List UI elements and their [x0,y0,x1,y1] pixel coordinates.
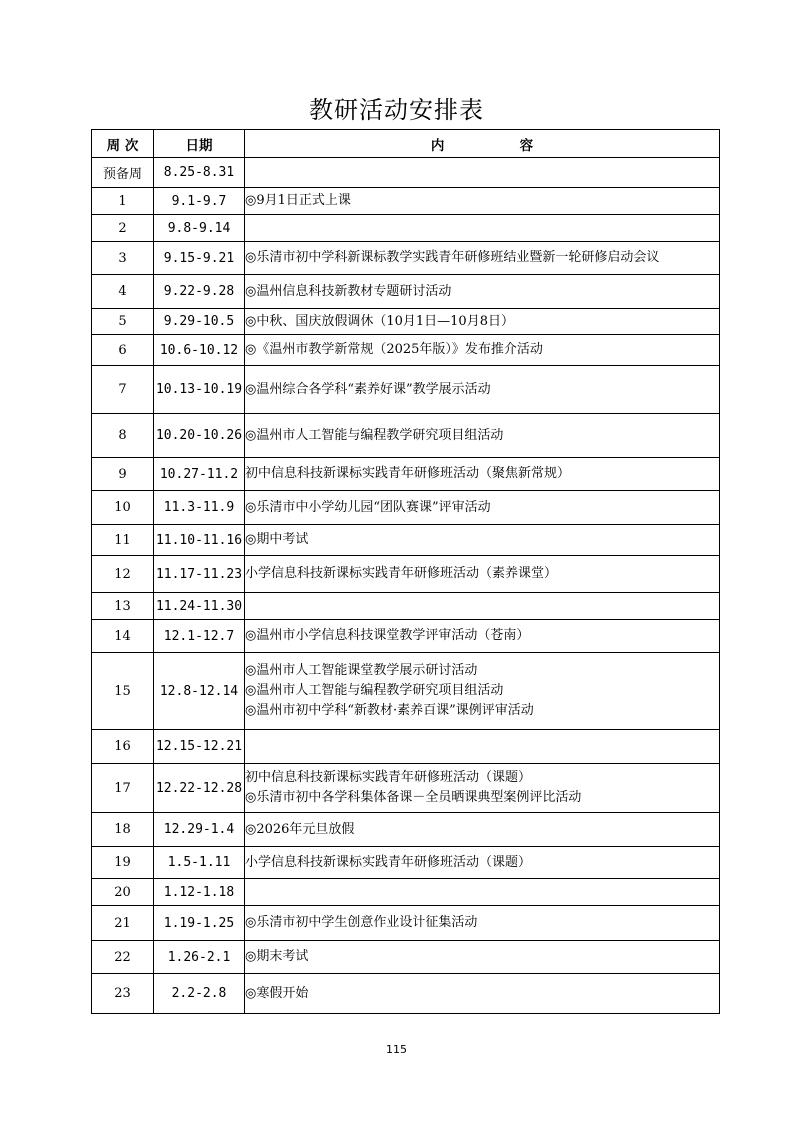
date-cell: 12.8-12.14 [154,653,245,730]
date-cell: 12.1-12.7 [154,620,245,653]
week-cell: 19 [92,847,154,879]
week-cell: 7 [92,366,154,414]
content-line: ◎期中考试 [245,532,309,547]
content-cell [245,525,720,556]
table-row [92,941,720,974]
week-cell: 9 [92,458,154,491]
week-cell: 16 [92,730,154,764]
content-cell [245,941,720,974]
content-line: 初中信息科技新课标实践青年研修班活动（聚焦新常规） [245,466,571,481]
date-cell: 11.24-11.30 [154,593,245,620]
content-line: ◎寒假开始 [245,985,309,1001]
date-cell: 10.20-10.26 [154,414,245,458]
table-row [92,813,720,847]
content-line: ◎乐清市初中学生创意作业设计征集活动 [245,915,478,930]
week-cell: 13 [92,593,154,620]
table-row [92,556,720,593]
content-line: ◎乐清市中小学幼儿园“团队赛课”评审活动 [245,499,491,515]
content-cell [245,813,720,847]
table-row [92,906,720,941]
date-cell: 10.27-11.2 [154,458,245,491]
date-cell: 9.22-9.28 [154,275,245,309]
date-cell: 1.12-1.18 [154,879,245,906]
week-cell: 5 [92,309,154,335]
week-cell: 预备周 [92,158,154,188]
content-cell [245,366,720,414]
content-line: ◎温州市小学信息科技课堂教学评审活动（苍南） [245,628,530,643]
week-cell: 20 [92,879,154,906]
week-cell: 10 [92,491,154,525]
content-line: ◎期末考试 [245,949,309,964]
date-cell: 9.29-10.5 [154,309,245,335]
content-line: ◎温州市人工智能课堂教学展示研讨活动 [245,663,478,678]
table-row [92,188,720,215]
content-cell [245,653,720,730]
content-cell [245,620,720,653]
table-row [92,215,720,242]
content-cell [245,906,720,941]
content-line: ◎9月1日正式上课 [245,193,351,208]
week-cell: 3 [92,242,154,275]
table-row [92,275,720,309]
week-cell: 6 [92,335,154,366]
date-cell: 12.15-12.21 [154,730,245,764]
table-row [92,525,720,556]
table-row [92,335,720,366]
content-line: ◎温州综合各学科“素养好课”教学展示活动 [245,381,491,397]
header-date: 日期 [154,130,245,158]
content-line: ◎乐清市初中学科新课标教学实践青年研修班结业暨新一轮研修启动会议 [245,250,660,265]
content-cell [245,309,720,335]
week-cell: 17 [92,764,154,813]
date-cell: 1.5-1.11 [154,847,245,879]
week-cell: 18 [92,813,154,847]
content-line: ◎《温州市教学新常规（2025年版）》发布推介活动 [245,342,543,357]
date-cell: 9.8-9.14 [154,215,245,242]
content-cell [245,847,720,879]
table-row [92,730,720,764]
content-line: ◎温州市人工智能与编程教学研究项目组活动 [245,683,504,698]
table-row [92,620,720,653]
week-cell: 8 [92,414,154,458]
week-cell: 23 [92,974,154,1014]
week-cell: 21 [92,906,154,941]
date-cell: 11.17-11.23 [154,556,245,593]
content-cell [245,730,720,764]
table-row [92,366,720,414]
table-row [92,414,720,458]
date-cell: 2.2-2.8 [154,974,245,1014]
week-cell: 15 [92,653,154,730]
week-cell: 4 [92,275,154,309]
content-cell [245,275,720,309]
content-line: ◎温州市初中学科“新教材·素养百课”课例评审活动 [245,703,534,718]
content-line: ◎乐清市初中各学科集体备课－全员晒课典型案例评比活动 [245,790,582,805]
table-header-row [92,130,720,158]
schedule-table [91,129,720,1014]
content-cell [245,491,720,525]
week-cell: 12 [92,556,154,593]
table-row [92,847,720,879]
table-row [92,242,720,275]
page-title: 教研活动安排表 [309,96,484,124]
content-cell [245,335,720,366]
content-cell [245,879,720,906]
header-content: 内 容 [245,130,720,158]
table-row [92,593,720,620]
date-cell: 10.13-10.19 [154,366,245,414]
content-cell [245,556,720,593]
header-week: 周 次 [92,130,154,158]
content-line: ◎温州信息科技新教材专题研讨活动 [245,283,452,299]
date-cell: 9.1-9.7 [154,188,245,215]
page-number: 115 [386,1043,407,1056]
week-cell: 1 [92,188,154,215]
week-cell: 14 [92,620,154,653]
content-cell [245,593,720,620]
date-cell: 9.15-9.21 [154,242,245,275]
date-cell: 8.25-8.31 [154,158,245,188]
content-cell [245,458,720,491]
content-line: 小学信息科技新课标实践青年研修班活动（素养课堂） [245,566,558,581]
table-row [92,491,720,525]
content-cell [245,215,720,242]
content-line: 初中信息科技新课标实践青年研修班活动（课题） [245,770,532,785]
date-cell: 12.22-12.28 [154,764,245,813]
content-line: 小学信息科技新课标实践青年研修班活动（课题） [245,854,532,870]
date-cell: 11.10-11.16 [154,525,245,556]
content-cell [245,974,720,1014]
week-cell: 11 [92,525,154,556]
week-cell: 2 [92,215,154,242]
table-row [92,974,720,1014]
content-line: ◎2026年元旦放假 [245,821,355,837]
week-cell: 22 [92,941,154,974]
date-cell: 12.29-1.4 [154,813,245,847]
content-cell [245,158,720,188]
content-cell [245,188,720,215]
content-line: ◎中秋、国庆放假调休（10月1日—10月8日） [245,313,514,329]
table-row [92,458,720,491]
date-cell: 1.19-1.25 [154,906,245,941]
table-row [92,653,720,730]
table-row [92,879,720,906]
table-row [92,764,720,813]
content-cell [245,764,720,813]
date-cell: 1.26-2.1 [154,941,245,974]
date-cell: 10.6-10.12 [154,335,245,366]
table-row [92,309,720,335]
table-row [92,158,720,188]
date-cell: 11.3-11.9 [154,491,245,525]
content-line: ◎温州市人工智能与编程教学研究项目组活动 [245,427,504,443]
content-cell [245,242,720,275]
content-cell [245,414,720,458]
